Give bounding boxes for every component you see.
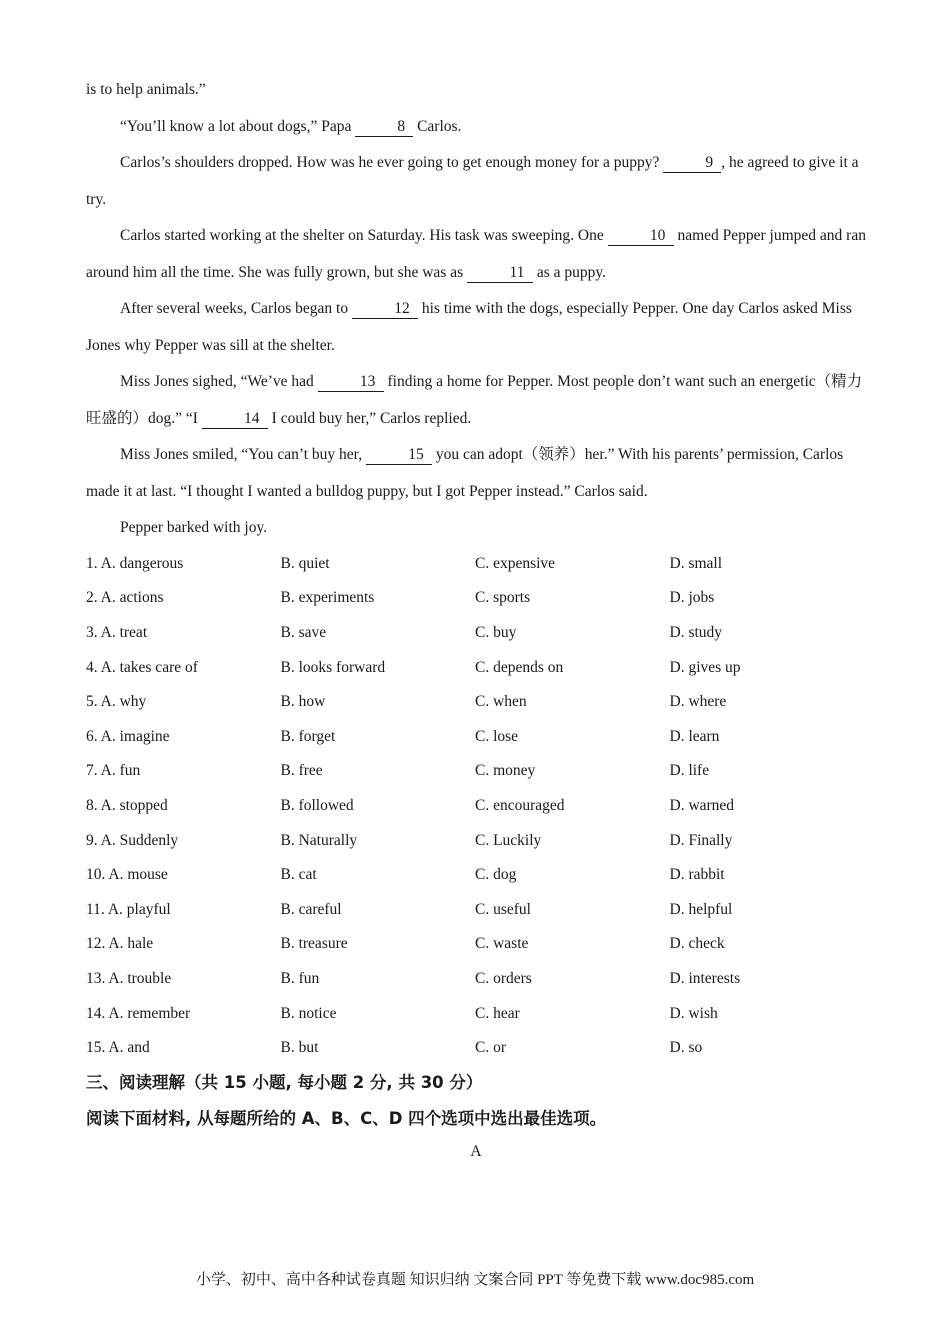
document-page [86,72,866,1167]
option-choice: C. or [475,1039,506,1057]
option-choice: B. how [280,693,326,711]
option-choice: 10. A. mouse [86,866,168,884]
option-choice: 11. A. playful [86,900,171,918]
passage-paragraph: After several weeks, Carlos began to 12 his time with the dogs, especially Pepper. One day Carlos asked Miss Jones why Pepper was sill at the shelter. [86,300,852,354]
option-choice: B. fun [280,969,320,987]
option-row [86,1031,866,1066]
blank-11: 11 [467,264,533,283]
option-choice: B. forget [280,727,336,745]
option-choice: C. money [475,762,536,780]
option-choice: C. lose [475,727,519,745]
option-choice: C. buy [475,623,517,641]
option-choice: D. helpful [669,900,733,918]
option-row [86,616,866,651]
option-choice: D. Finally [669,831,733,849]
section-heading: 三、阅读理解（共 15 小题, 每小题 2 分, 共 30 分） [86,1073,483,1093]
blank-10: 10 [608,227,674,246]
option-choice: D. gives up [669,658,741,676]
option-choice: B. treasure [280,935,348,953]
blank-15: 15 [366,446,432,465]
option-choice: D. life [669,762,710,780]
option-row [86,547,866,582]
option-choice: 2. A. actions [86,589,164,607]
option-choice: B. quiet [280,554,330,572]
option-choice: 6. A. imagine [86,727,170,745]
blank-12: 12 [352,300,418,319]
option-choice: C. dog [475,866,517,884]
option-row [86,996,866,1031]
option-choice: 3. A. treat [86,623,148,641]
option-choice: 5. A. why [86,693,147,711]
option-row [86,650,866,685]
option-choice: C. orders [475,969,532,987]
option-row [86,754,866,789]
option-choice: C. Luckily [475,831,542,849]
option-row [86,789,866,824]
option-choice: C. waste [475,935,529,953]
option-choice: B. save [280,623,327,641]
blank-13: 13 [318,373,384,392]
option-choice: 12. A. hale [86,935,154,953]
option-choice: 14. A. remember [86,1004,191,1022]
option-choice: B. notice [280,1004,337,1022]
passage-paragraph: Carlos started working at the shelter on Saturday. His task was sweeping. One 10 named Pepper jumped and ran around him all the time. She was fully grown, but she was as 11 as a puppy. [86,227,866,281]
option-choice: C. sports [475,589,531,607]
option-choice: B. experiments [280,589,375,607]
option-row [86,719,866,754]
option-choice: B. cat [280,866,317,884]
section-instruction: 阅读下面材料, 从每题所给的 A、B、C、D 四个选项中选出最佳选项。 [86,1109,607,1129]
option-choice: D. small [669,554,723,572]
option-row [86,892,866,927]
option-choice: 9. A. Suddenly [86,831,179,849]
blank-9: 9 [663,154,721,173]
option-choice: 1. A. dangerous [86,554,184,572]
passage-paragraph: “You’ll know a lot about dogs,” Papa 8 Carlos. [120,117,462,135]
options-list [86,547,866,1066]
option-row [86,927,866,962]
option-row [86,858,866,893]
option-choice: 7. A. fun [86,762,141,780]
passage-paragraph: Carlos’s shoulders dropped. How was he ever going to get enough money for a puppy? 9 , he agreed to give it a try. [86,154,859,208]
option-choice: B. followed [280,796,354,814]
passage-paragraph: Miss Jones sighed, “We’ve had 13 finding a home for Pepper. Most people don’t want such an energetic（精力旺盛的）dog.” “I 14 I could buy her,” Carlos replied. [86,373,863,427]
passage-label: A [470,1143,482,1161]
option-choice: D. warned [669,796,735,814]
option-choice: D. wish [669,1004,718,1022]
option-choice: C. encouraged [475,796,565,814]
option-choice: D. study [669,623,723,641]
option-choice: C. expensive [475,554,556,572]
option-row [86,962,866,997]
option-choice: C. depends on [475,658,564,676]
option-choice: D. interests [669,969,741,987]
blank-8: 8 [355,118,413,137]
option-choice: B. looks forward [280,658,386,676]
option-choice: 8. A. stopped [86,796,168,814]
option-row [86,823,866,858]
passage-paragraph: Pepper barked with joy. [120,519,268,536]
option-choice: D. jobs [669,589,715,607]
option-choice: 4. A. takes care of [86,658,198,676]
passage-paragraph: Miss Jones smiled, “You can’t buy her, 15 you can adopt（领养）her.” With his parents’ permission, Carlos made it at last. “I thought I wanted a bulldog puppy, but I got Pepper instead.” Carlos said. [86,446,844,500]
option-choice: B. free [280,762,323,780]
option-choice: D. learn [669,727,720,745]
option-choice: 13. A. trouble [86,969,172,987]
option-choice: D. so [669,1039,703,1057]
blank-14: 14 [202,410,268,429]
option-choice: B. Naturally [280,831,358,849]
footer-text: 小学、初中、高中各种试卷真题 知识归纳 文案合同 PPT 等免费下载 www.doc985.com [195,1272,755,1288]
option-choice: 15. A. and [86,1039,150,1057]
option-row [86,581,866,616]
option-choice: B. careful [280,900,342,918]
option-choice: D. rabbit [669,866,725,884]
option-choice: C. hear [475,1004,520,1022]
option-choice: B. but [280,1039,319,1057]
option-choice: D. check [669,935,725,953]
option-choice: D. where [669,693,727,711]
option-row [86,685,866,720]
option-choice: C. when [475,693,527,711]
passage-line: is to help animals.” [86,81,206,98]
option-choice: C. useful [475,900,531,918]
